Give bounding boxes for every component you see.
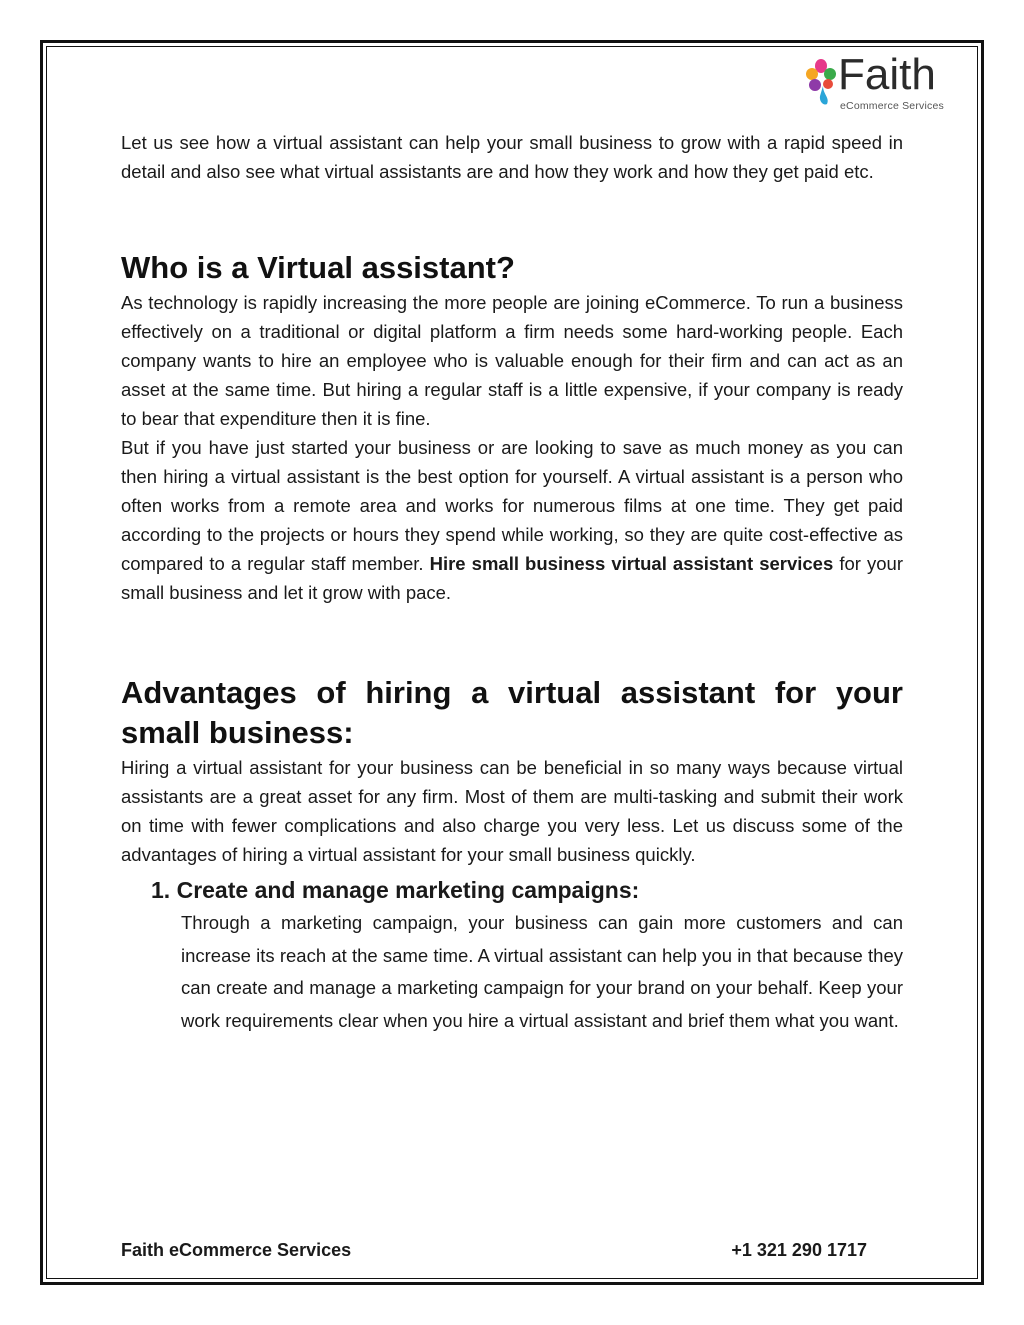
section-heading-advantages: Advantages of hiring a virtual assistant for your small business: [121,675,903,750]
faith-logo [806,50,958,118]
page-footer [121,1240,867,1261]
intro-paragraph: Let us see how a virtual assistant can help your small business to grow with a rapid speed in detail and also see what virtual assistants are and how they work and how they get paid etc. [121,132,903,182]
section2-paragraph: Hiring a virtual assistant for your business can be beneficial in so many ways because virtual assistants are a great asset for any firm. Most of them are multi-tasking and submit their work on time with fewer complications and also charge you very less. Let us discuss some of the advantages of hiring a virtual assistant for your small business quickly. [121,757,903,865]
logo-wordmark: Faith [838,50,936,99]
list-item-number: 1. [151,877,171,903]
logo-tagline: eCommerce Services [840,100,944,112]
section-heading-who: Who is a Virtual assistant? [121,250,515,285]
list-item-heading [151,875,903,905]
list-item-text: Through a marketing campaign, your business can gain more customers and can increase its reach at the same time. A virtual assistant can help you in that because they can create and manage a marketing campaign for your brand on your behalf. Keep your work requirements clear when you hire a virtual assistant and brief them what you want. [181,912,903,1031]
footer-phone: +1 321 290 1717 [731,1240,867,1260]
hire-services-link[interactable]: Hire small business virtual assistant services [429,553,834,574]
footer-company: Faith eCommerce Services [121,1240,352,1260]
section1-paragraph-2-start: But if you have just started your business or are looking to save as much money as you can then hiring a virtual assistant is the best option for yourself. A virtual assistant is a person who often works from a remote area and works for numerous films at one time. They get paid according to the projects or hours they spend while working, so they are quite cost-effective as compared to a regular staff member. [121,437,903,574]
section1-paragraph-2 [121,433,903,607]
section1-paragraph-1: As technology is rapidly increasing the more people are joining eCommerce. To run a business effectively on a traditional or digital platform a firm needs some hard-working people. Each company wants to hire an employee who is valuable enough for their firm and can act as an asset at the same time. But hiring a regular staff is a little expensive, if your company is ready to bear that expenditure then it is fine. [121,292,903,429]
document-body [121,128,903,1037]
list-item-title: Create and manage marketing campaigns: [176,877,640,903]
section1-paragraph-2-end: for your small business and let it grow with pace. [121,553,903,603]
flower-logo-icon [806,58,836,106]
